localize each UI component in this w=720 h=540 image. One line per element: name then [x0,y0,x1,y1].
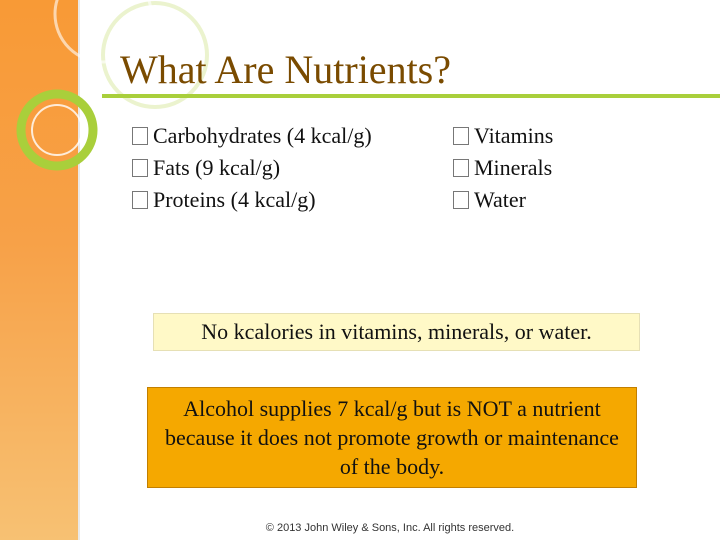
checkbox-bullet-icon [132,127,148,145]
note-text: No kcalories in vitamins, minerals, or water. [201,319,592,344]
list-item [132,120,432,152]
macronutrient-list [132,120,432,216]
list-item-text: Carbohydrates (4 kcal/g) [153,123,372,148]
checkbox-bullet-icon [132,159,148,177]
alcohol-callout-text: Alcohol supplies 7 kcal/g but is NOT a nutrient because it does not promote growth or maintenance of the body. [165,396,619,479]
list-item [132,152,432,184]
list-item [453,184,653,216]
checkbox-bullet-icon [453,127,469,145]
list-item-text: Fats (9 kcal/g) [153,155,281,180]
list-item [132,184,432,216]
alcohol-callout-box [147,387,637,488]
list-item [453,120,653,152]
list-item [453,152,653,184]
list-item-text: Water [474,187,526,212]
note-box [153,313,640,351]
checkbox-bullet-icon [453,159,469,177]
list-item-text: Vitamins [474,123,554,148]
list-item-text: Proteins (4 kcal/g) [153,187,316,212]
checkbox-bullet-icon [132,191,148,209]
list-item-text: Minerals [474,155,553,180]
checkbox-bullet-icon [453,191,469,209]
copyright-text: © 2013 John Wiley & Sons, Inc. All rights reserved. [265,522,515,534]
micronutrient-list [453,120,653,216]
page-title: What Are Nutrients? [120,47,451,92]
